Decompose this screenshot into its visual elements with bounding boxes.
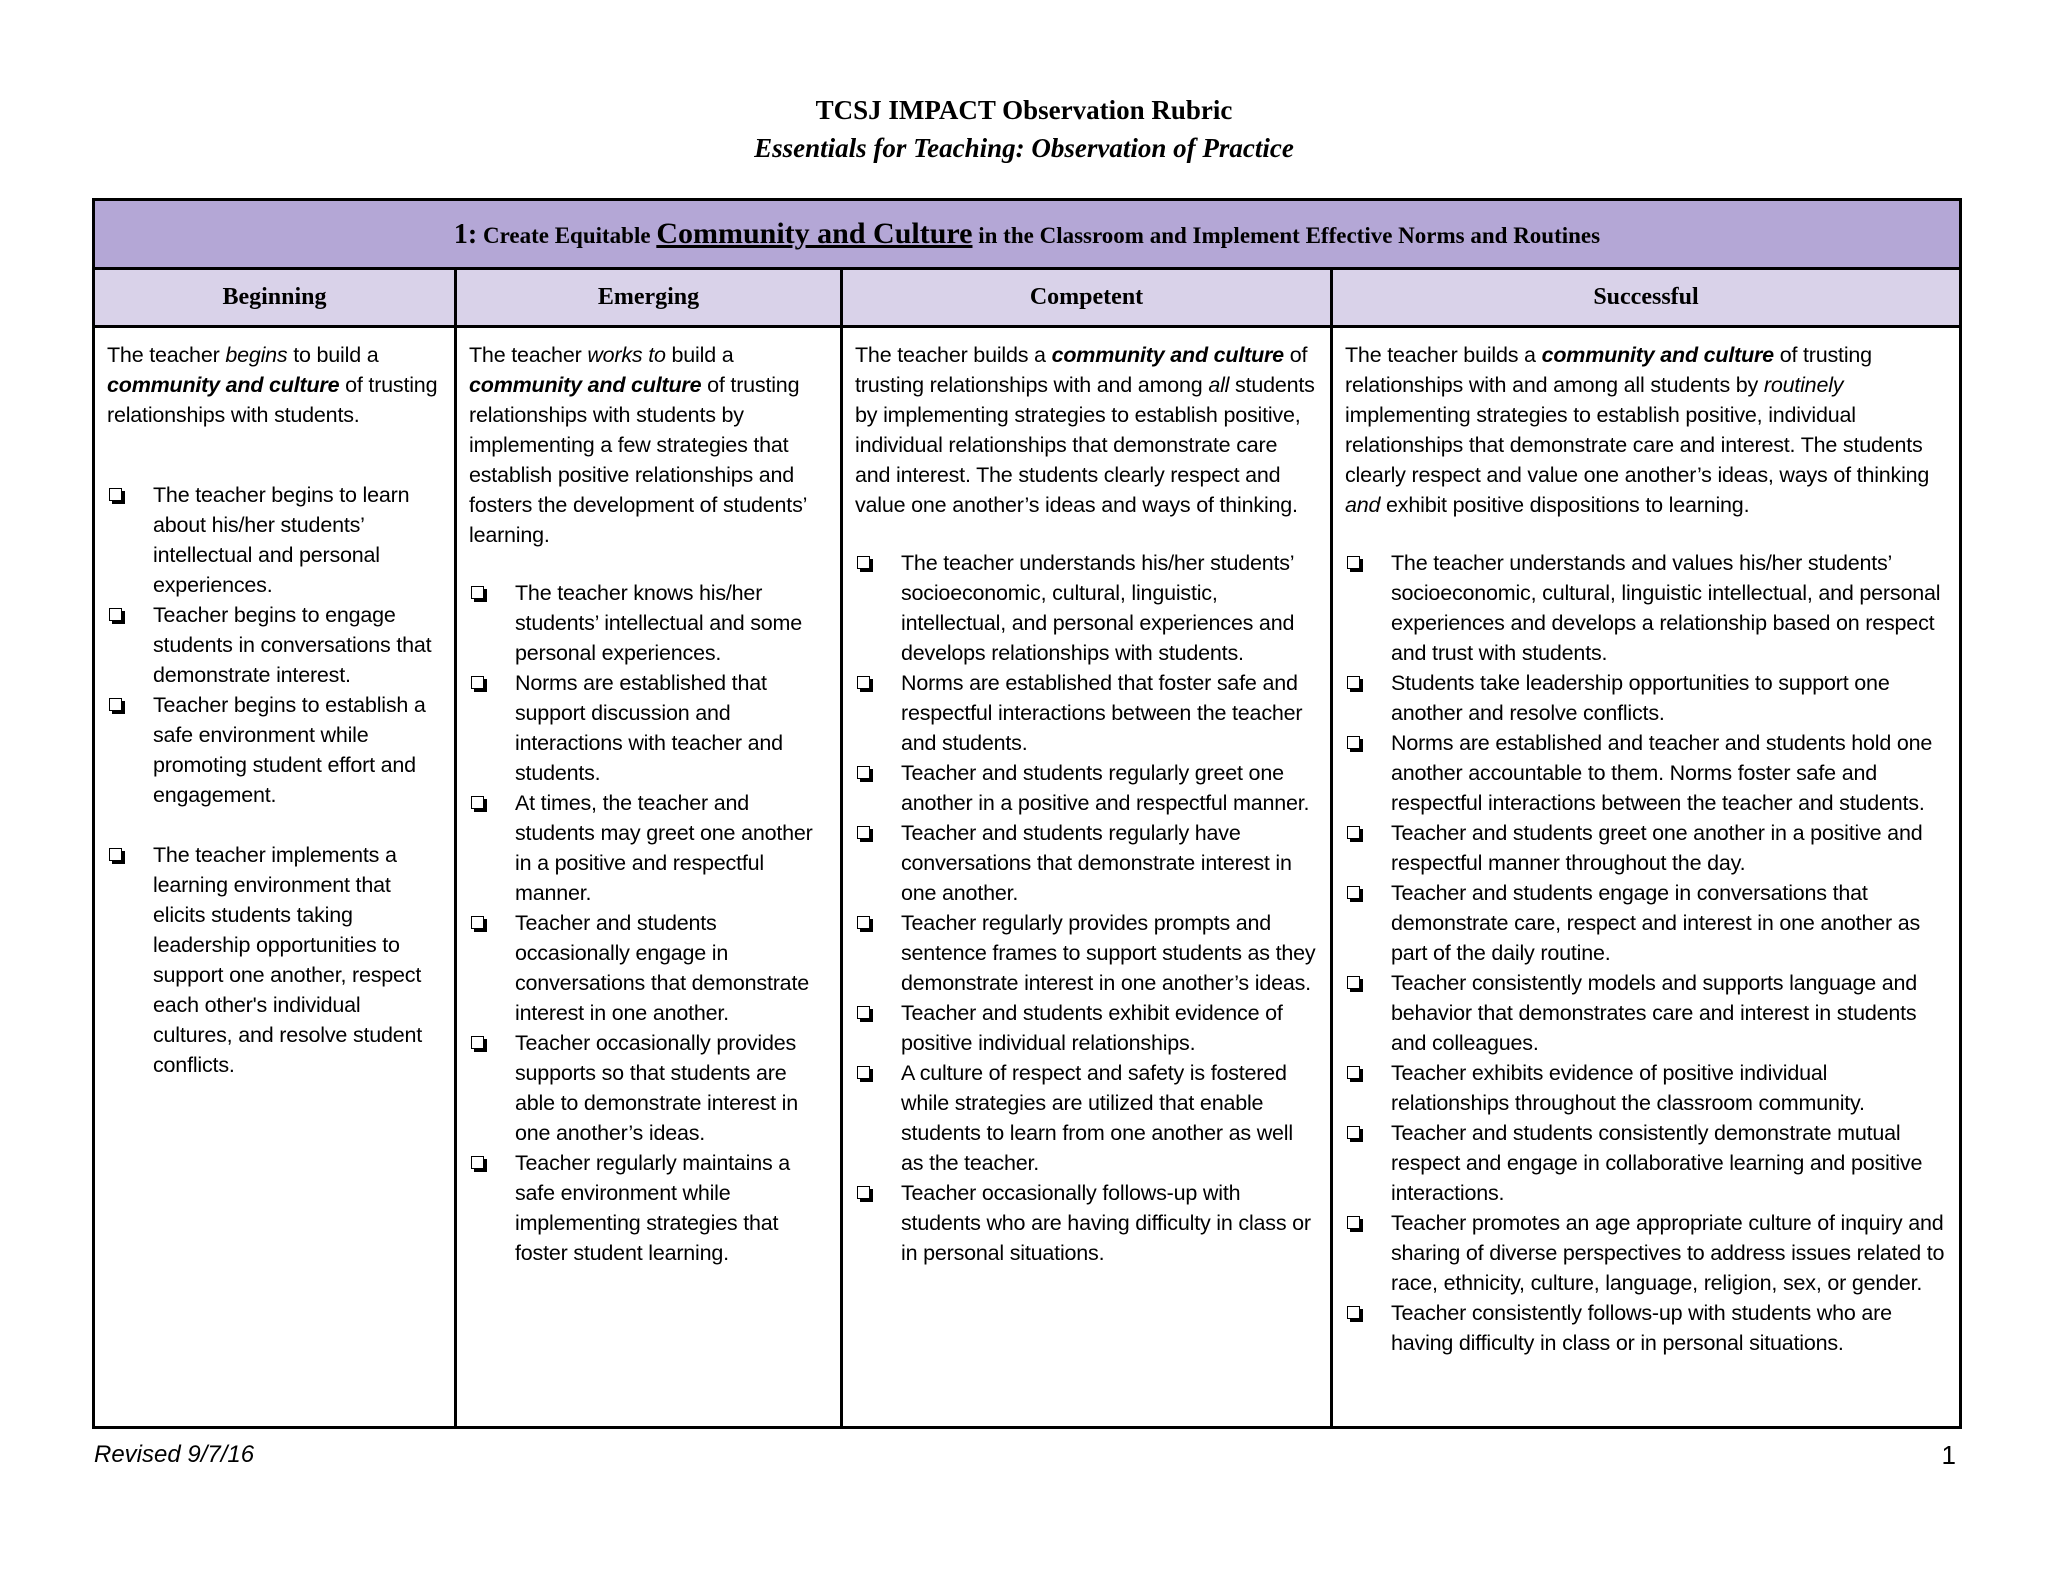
indicator-text: Teacher and students exhibit evidence of positive individual relationships. [901,1001,1283,1055]
level-header-successful: Successful [1332,269,1961,327]
indicator-text: The teacher understands and values his/her students’ socioeconomic, cultural, linguistic intellectual, and personal experiences and develops a relationship based on respect and trust with students. [1391,551,1941,665]
indicator-text: Teacher occasionally provides supports so that students are able to demonstrate interest in one another’s ideas. [515,1031,799,1145]
intro-key-term: community and culture [469,373,702,397]
checkbox-icon [109,488,122,501]
indicator-item [1345,818,1947,878]
indicator-text: Teacher and students engage in conversations that demonstrate care, respect and interest in one another as part of the daily routine. [1391,881,1921,965]
page-subtitle: Essentials for Teaching: Observation of Practice [754,133,1294,163]
section-title-post: in the Classroom and Implement Effective Norms and Routines [978,223,1601,248]
indicator-text: Teacher exhibits evidence of positive individual relationships throughout the classroom community. [1391,1061,1865,1115]
checkbox-icon [109,848,122,861]
checkbox-icon [857,916,870,929]
intro-key-term: community and culture [107,373,340,397]
level-intro [855,340,1318,520]
level-header-emerging: Emerging [456,269,842,327]
indicator-text: Teacher consistently follows-up with students who are having difficulty in class or in personal situations. [1391,1301,1892,1355]
indicator-item [1345,668,1947,728]
indicator-text: Teacher and students consistently demonstrate mutual respect and engage in collaborative learning and positive interactions. [1391,1121,1923,1205]
level-header-beginning: Beginning [94,269,456,327]
intro-text: The teacher builds a [855,343,1052,367]
indicator-item [469,668,828,788]
indicator-item [855,668,1318,758]
indicator-text: Norms are established and teacher and students hold one another accountable to them. Norms foster safe and respectful interactions between the teacher and students. [1391,731,1933,815]
level-intro [1345,340,1947,520]
checkbox-icon [857,826,870,839]
checkbox-icon [1347,1306,1360,1319]
intro-text: to build a [287,343,379,367]
checkbox-icon [857,1006,870,1019]
indicator-text: A culture of respect and safety is fostered while strategies are utilized that enable students to learn from one another as well as the teacher. [901,1061,1293,1175]
page-number: 1 [1941,1440,1956,1470]
level-cell-emerging [456,327,842,1428]
indicator-item [855,548,1318,668]
indicator-item [1345,1058,1947,1118]
intro-emphasis: begins [225,343,288,367]
indicator-text: At times, the teacher and students may greet one another in a positive and respectful manner. [515,791,813,905]
indicator-item [1345,878,1947,968]
intro-emphasis: and [1345,493,1381,517]
indicator-item [855,758,1318,818]
indicator-text: Teacher and students occasionally engage in conversations that demonstrate interest in one another. [515,911,809,1025]
indicator-text: Norms are established that support discussion and interactions with teacher and students. [515,671,783,785]
indicator-text: Teacher begins to engage students in conversations that demonstrate interest. [153,603,432,687]
indicator-item [1345,1298,1947,1358]
checkbox-icon [1347,736,1360,749]
indicator-text: Teacher consistently models and supports language and behavior that demonstrates care and interest in students and colleagues. [1391,971,1918,1055]
checkbox-icon [109,608,122,621]
indicator-item [1345,1208,1947,1298]
level-intro [469,340,828,550]
checkbox-icon [1347,886,1360,899]
checkbox-icon [857,1186,870,1199]
indicator-text: Teacher begins to establish a safe environment while promoting student effort and engagement. [153,693,426,807]
indicator-item [107,480,442,600]
checkbox-icon [109,698,122,711]
indicator-item [469,1148,828,1268]
indicator-item [469,578,828,668]
section-number: 1: [453,219,478,250]
indicator-text: Teacher and students regularly have conversations that demonstrate interest in one another. [901,821,1292,905]
indicator-item [855,998,1318,1058]
intro-text: of trusting relationships with and among [855,343,1308,397]
intro-emphasis: routinely [1763,373,1844,397]
indicator-item [1345,548,1947,668]
checkbox-icon [471,1036,484,1049]
indicator-item [1345,968,1947,1058]
intro-emphasis: works to [587,343,666,367]
indicator-item [469,908,828,1028]
indicator-text: Teacher regularly maintains a safe environment while implementing strategies that foster student learning. [515,1151,791,1265]
checkbox-icon [1347,826,1360,839]
checkbox-icon [471,916,484,929]
checkbox-icon [1347,556,1360,569]
list-spacer [107,810,442,840]
checkbox-icon [857,556,870,569]
indicator-text: The teacher knows his/her students’ intellectual and some personal experiences. [515,581,803,665]
level-intro [107,340,442,430]
intro-emphasis: all [1208,373,1230,397]
intro-text: The teacher builds a [1345,343,1542,367]
checkbox-icon [857,766,870,779]
indicator-text: The teacher understands his/her students’ socioeconomic, cultural, linguistic, intellectual, and personal experiences and develops relationships with students. [901,551,1295,665]
indicator-item [469,788,828,908]
checkbox-icon [1347,676,1360,689]
intro-text: of trusting relationships with students. [107,373,438,427]
indicator-item [107,690,442,810]
indicator-item [855,908,1318,998]
intro-key-term: community and culture [1051,343,1284,367]
indicator-text: Teacher and students greet one another in a positive and respectful manner throughout the day. [1391,821,1923,875]
intro-text: The teacher [107,343,226,367]
checkbox-icon [471,676,484,689]
checkbox-icon [857,676,870,689]
checkbox-icon [471,586,484,599]
indicator-item [107,600,442,690]
level-cell-competent [842,327,1332,1428]
indicator-item [855,818,1318,908]
indicator-list [107,480,442,1080]
intro-key-term: community and culture [1541,343,1774,367]
checkbox-icon [1347,1126,1360,1139]
intro-text: students by implementing strategies to establish positive, individual relationships that demonstrate care and interest. The students clearly respect and value one another’s ideas and ways of thinking. [855,373,1315,517]
checkbox-icon [1347,1216,1360,1229]
rubric-table [92,198,1962,1429]
indicator-text: Teacher promotes an age appropriate culture of inquiry and sharing of diverse perspectives to address issues related to race, ethnicity, culture, language, religion, sex, or gender. [1391,1211,1945,1295]
level-header-competent: Competent [842,269,1332,327]
indicator-item [1345,1118,1947,1208]
indicator-text: Students take leadership opportunities to support one another and resolve conflicts. [1391,671,1890,725]
checkbox-icon [1347,976,1360,989]
indicator-text: The teacher begins to learn about his/her students’ intellectual and personal experiences. [153,483,410,597]
revision-date: Revised 9/7/16 [94,1441,255,1468]
section-title-pre: Create Equitable [482,223,651,248]
checkbox-icon [471,1156,484,1169]
intro-text: The teacher [469,343,588,367]
checkbox-icon [1347,1066,1360,1079]
indicator-list [469,578,828,1268]
indicator-item [855,1058,1318,1178]
section-title-key: Community and Culture [656,217,973,250]
indicator-text: The teacher implements a learning environment that elicits students taking leadership opportunities to support one another, respect each other's individual cultures, and resolve student conflicts. [153,843,423,1077]
indicator-list [855,548,1318,1268]
indicator-item [469,1028,828,1148]
level-cell-successful [1332,327,1961,1428]
section-header [94,200,1961,269]
indicator-text: Norms are established that foster safe and respectful interactions between the teacher and students. [901,671,1303,755]
intro-text: build a [665,343,734,367]
indicator-item [107,840,442,1080]
indicator-item [1345,728,1947,818]
checkbox-icon [471,796,484,809]
checkbox-icon [857,1066,870,1079]
indicator-list [1345,548,1947,1358]
intro-text: exhibit positive dispositions to learning. [1380,493,1750,517]
indicator-text: Teacher and students regularly greet one another in a positive and respectful manner. [901,761,1310,815]
indicator-text: Teacher regularly provides prompts and sentence frames to support students as they demonstrate interest in one another’s ideas. [901,911,1316,995]
level-cell-beginning [94,327,456,1428]
intro-text: of trusting relationships with students by implementing a few strategies that establish positive relationships and fosters the development of students’ learning. [469,373,807,547]
page-title: TCSJ IMPACT Observation Rubric [815,95,1233,125]
indicator-item [855,1178,1318,1268]
indicator-text: Teacher occasionally follows-up with students who are having difficulty in class or in personal situations. [901,1181,1311,1265]
intro-text: implementing strategies to establish positive, individual relationships that demonstrate care and interest. The students clearly respect and value one another’s ideas, ways of thinking [1345,403,1930,487]
intro-text: of trusting relationships with and among all students by [1345,343,1872,397]
